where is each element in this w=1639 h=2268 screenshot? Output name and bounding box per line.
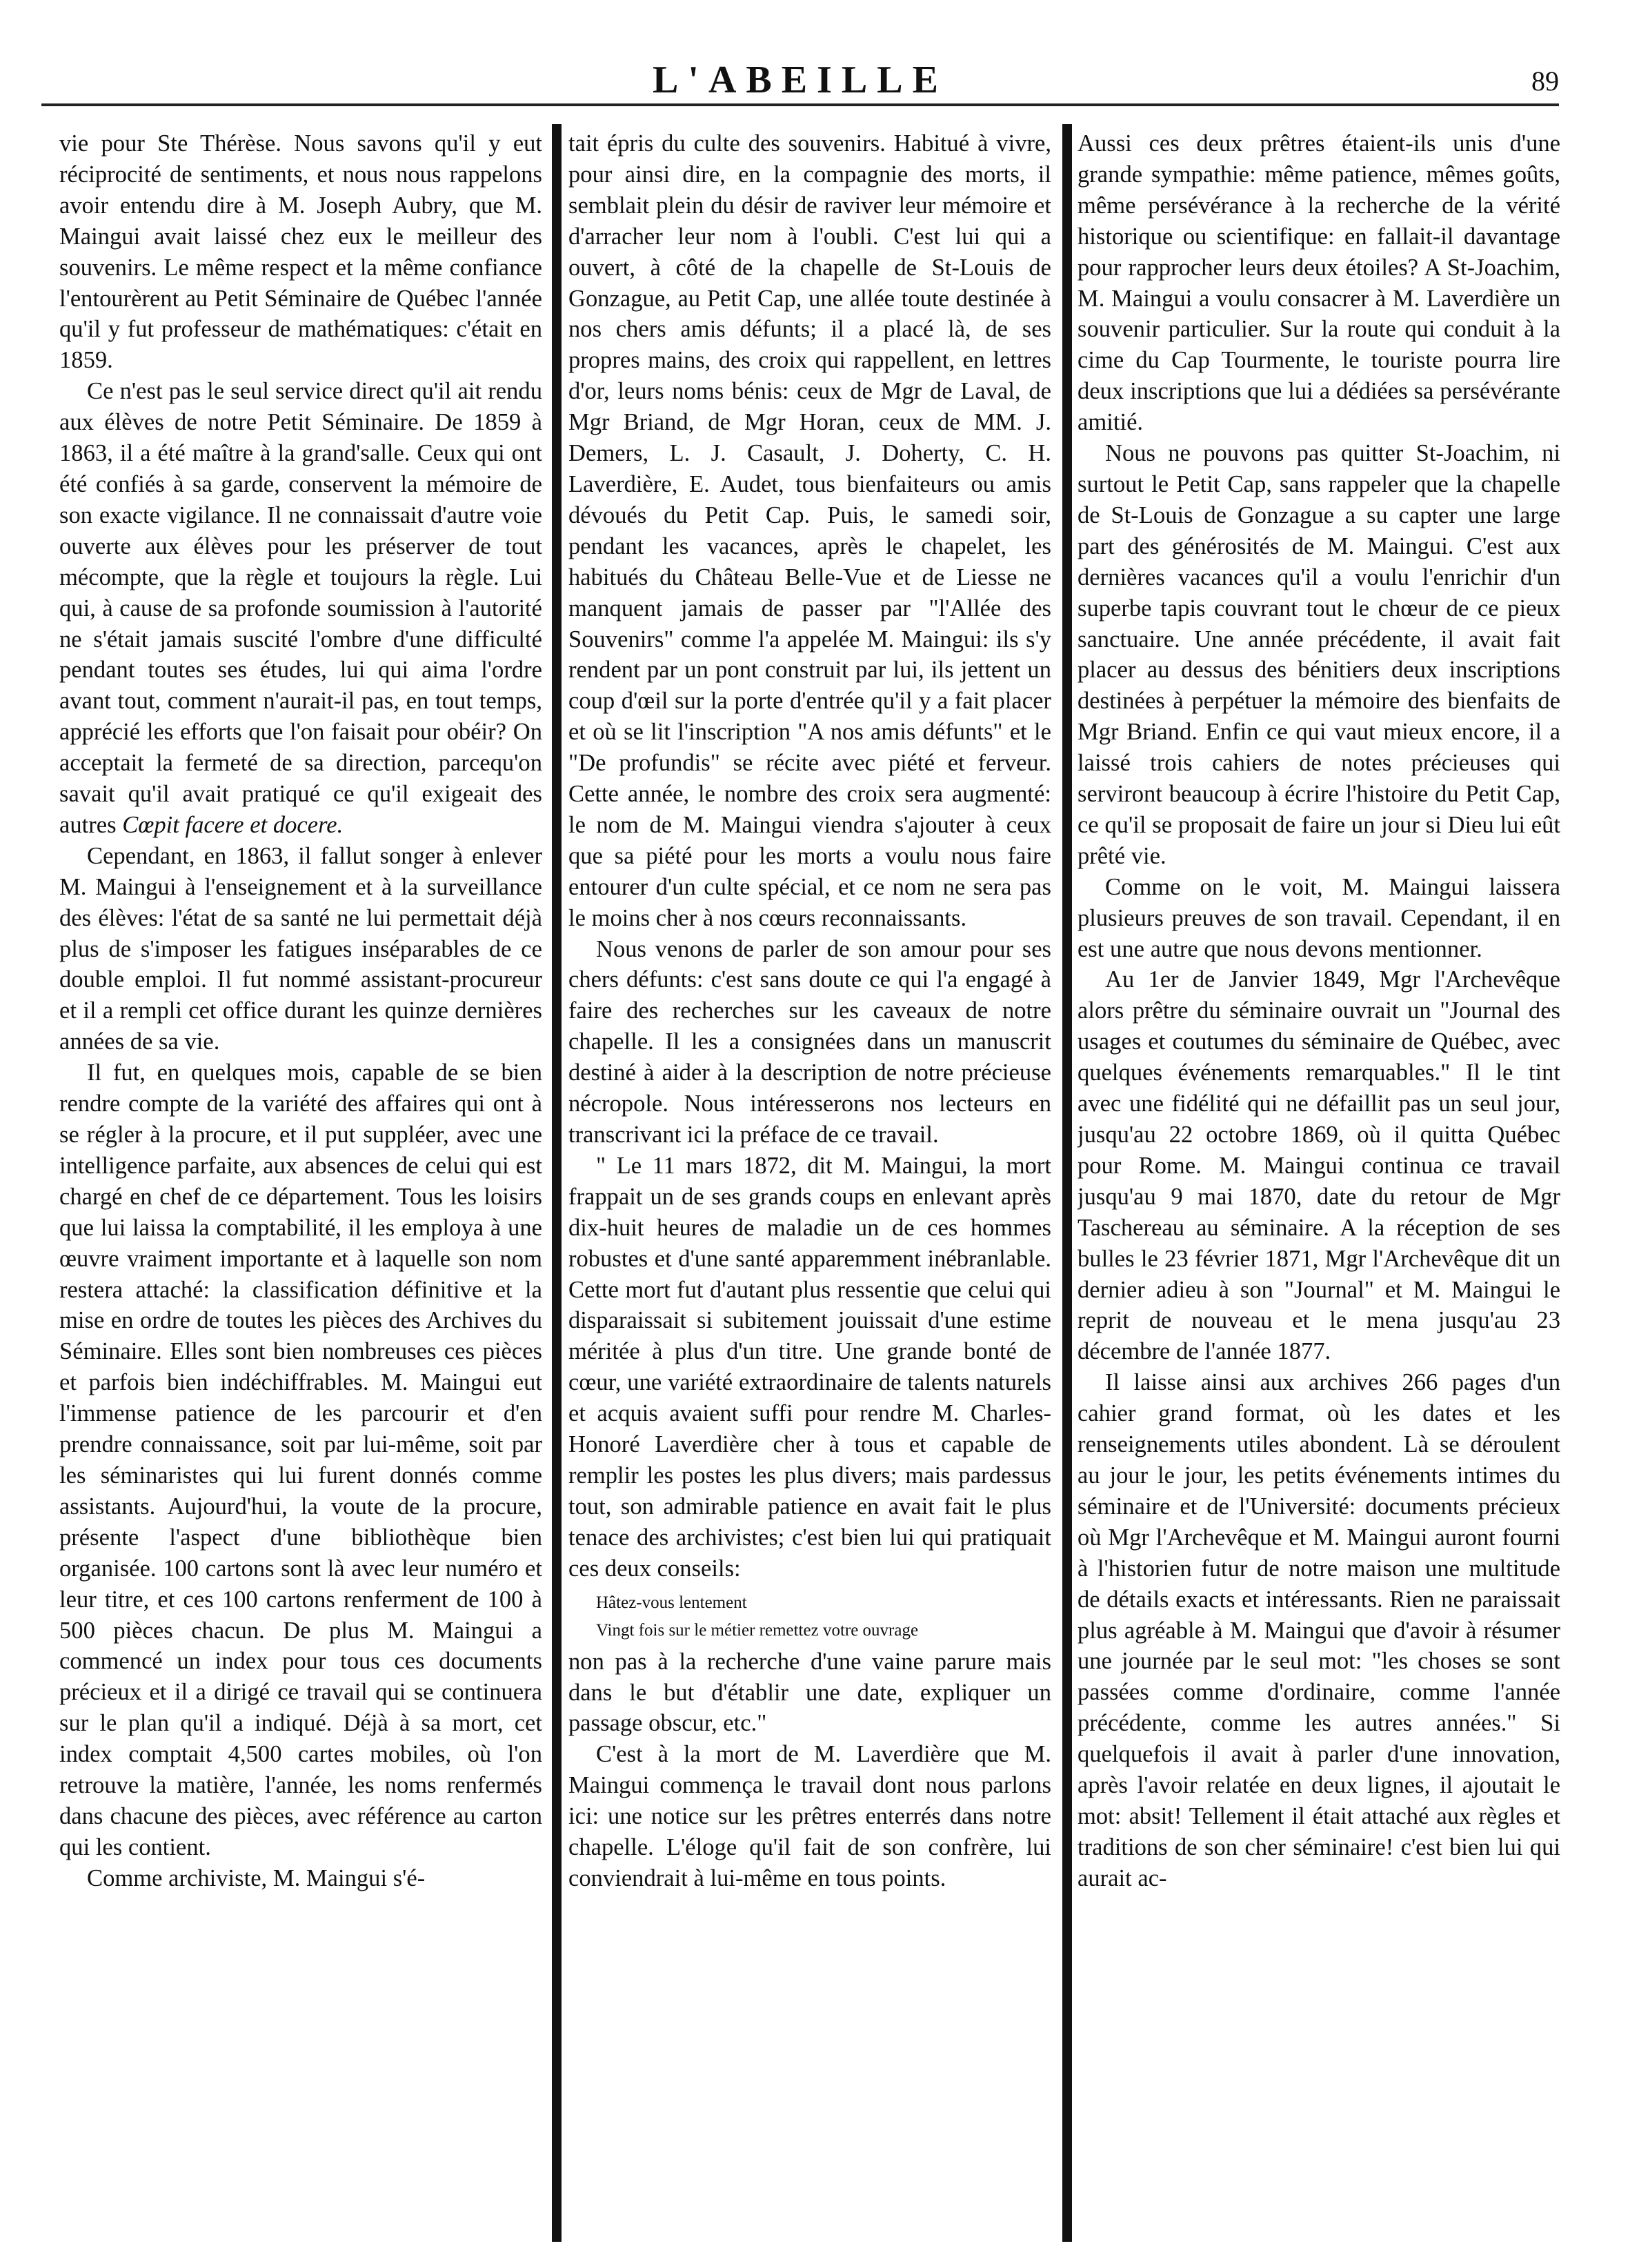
quoted-verse	[596, 1619, 1051, 1642]
paragraph-text: Au 1er de Janvier 1849, Mgr l'Archevêque alors prêtre du séminaire ouvrait un "Journal des usages et coutumes du séminaire de Québec, avec quelques événements remarquables." Il le tint avec une fidélité qui ne défaillit pas un seul jour, jusqu'au 22 octobre 1869, où il quitta Québec pour Rome. M. Maingui continua ce travail jusqu'au 9 mai 1870, date du retour de Mgr Taschereau au séminaire. A la réception de ses bulles le 23 février 1871, Mgr l'Archevêque dit un dernier adieu à son "Journal" et M. Maingui le reprit de nouveau et le mena jusqu'au 23 décembre de l'année 1877.	[1077, 966, 1560, 1365]
paragraph	[59, 841, 542, 1057]
column-separator	[1062, 124, 1072, 2242]
paragraph-text: Vingt fois sur le métier remettez votre ouvrage	[596, 1620, 919, 1640]
paragraph	[568, 934, 1051, 1151]
paragraph	[59, 1057, 542, 1863]
paragraph-text: Il laisse ainsi aux archives 266 pages d'un cahier grand format, où les dates et les renseignements utiles abondent. Là se déroulent au jour le jour, les petits événements intimes du séminaire et de l'Université: documents précieux où Mgr l'Archevêque et M. Maingui auront fourni à l'historien futur de notre maison une multitude de détails exacts et intéressants. Rien ne paraissait plus agréable à M. Maingui que d'avoir à résumer une journée par le seul mot: "les choses se sont passées comme d'ordinaire, comme l'année précédente, comme les autres années." Si quelquefois il avait à parler d'une innovation, après l'avoir relatée en deux lignes, il ajoutait le mot: absit! Tellement il était attaché aux règles et traditions de son cher séminaire! c'est bien lui qui aurait ac-	[1077, 1369, 1560, 1891]
paragraph	[59, 128, 542, 376]
paragraph	[568, 1151, 1051, 1584]
paragraph-text: " Le 11 mars 1872, dit M. Maingui, la mort frappait un de ses grands coups en enlevant après dix-huit heures de maladie un de ces hommes robustes et d'une santé apparemment inébranlable. Cette mort fut d'autant plus ressentie que celui qui disparaissait si subitement jouissait d'une estime méritée à plus d'un titre. Une grande bonté de cœur, une variété extraordinaire de talents naturels et acquis avaient suffi pour rendre M. Charles-Honoré Laverdière cher à tous et capable de remplir les postes les plus divers; mais pardessus tout, son admirable patience en avait fait le plus tenace des archivistes; c'est bien lui qui pratiquait ces deux conseils:	[568, 1152, 1051, 1582]
paragraph-text: C'est à la mort de M. Laverdière que M. Maingui commença le travail dont nous parlons ici: une notice sur les prêtres enterrés dans notre chapelle. L'éloge qu'il fait de son confrère, lui conviendrait à lui-même en tous points.	[568, 1741, 1051, 1891]
page-number: 89	[1531, 66, 1559, 97]
paragraph-text: Cependant, en 1863, il fallut songer à enlever M. Maingui à l'enseignement et à la surveillance des élèves: l'état de sa santé ne lui permettait déjà plus de s'imposer les fatigues inséparables de ce double emploi. Il fut nommé assistant-procureur et il a rempli cet office durant les quinze dernières années de sa vie.	[59, 842, 542, 1055]
paragraph	[568, 1739, 1051, 1894]
journal-title: L'ABEILLE	[653, 59, 948, 101]
italic-phrase: Cœpit facere et docere.	[122, 811, 344, 838]
column-1	[59, 128, 542, 2232]
header-rule	[41, 103, 1559, 106]
paragraph-text: Nous ne pouvons pas quitter St-Joachim, ni surtout le Petit Cap, sans rappeler que la chapelle de St-Louis de Gonzague a su capter une large part des générosités de M. Maingui. C'est aux dernières vacances qu'il a voulu l'enrichir d'un superbe tapis couvrant tout le chœur de ce pieux sanctuaire. Une année précédente, il avait fait placer au dessus des bénitiers deux inscriptions destinées à perpétuer la mémoire des bienfaits de Mgr Briand. Enfin ce qui vaut mieux encore, il a laissé trois cahiers de notes précieuses qui serviront beaucoup à écrire l'histoire du Petit Cap, ce qu'il se proposait de faire un jour si Dieu lui eût prêté vie.	[1077, 440, 1560, 869]
paragraph	[1077, 872, 1560, 965]
column-3	[1077, 128, 1560, 2232]
paragraph-text: tait épris du culte des souvenirs. Habitué à vivre, pour ainsi dire, en la compagnie des morts, il semblait plein du désir de raviver leur mémoire et d'arracher leur nom à l'oubli. C'est lui qui a ouvert, à côté de la chapelle de St-Louis de Gonzague, au Petit Cap, une allée toute destinée à nos chers amis défunts; il a placé là, de ses propres mains, des croix qui rappellent, en lettres d'or, leurs noms bénis: ceux de Mgr de Laval, de Mgr Briand, de Mgr Horan, ceux de MM. J. Demers, L. J. Casault, J. Doherty, C. H. Laverdière, E. Audet, tous bienfaiteurs ou amis dévoués du Petit Cap. Puis, le samedi soir, pendant les vacances, après le chapelet, les habitués du Château Belle-Vue et de Liesse ne manquent jamais de passer par "l'Allée des Souvenirs" comme l'a appelée M. Maingui: ils s'y rendent par un pont construit par lui, ils jettent un coup d'œil sur la porte d'entrée qu'il y a fait placer et où se lit l'inscription "A nos amis défunts" et le "De profundis" se récite avec piété et ferveur. Cette année, le nombre des croix sera augmenté: le nom de M. Maingui viendra s'ajouter à ceux que sa piété pour les morts a voulu nous faire entourer d'un culte spécial, et ce nom ne sera pas le moins cher à nos cœurs reconnaissants.	[568, 130, 1051, 931]
paragraph-text: Hâtez-vous lentement	[596, 1593, 747, 1612]
paragraph-text: Comme on le voit, M. Maingui laissera plusieurs preuves de son travail. Cependant, il en est une autre que nous devons mentionner.	[1077, 873, 1560, 962]
paragraph	[59, 376, 542, 841]
paragraph-text: Comme archiviste, M. Maingui s'é-	[87, 1864, 426, 1891]
column-2	[568, 128, 1051, 2232]
quoted-verse	[596, 1591, 1051, 1615]
paragraph-text: Ce n'est pas le seul service direct qu'il ait rendu aux élèves de notre Petit Séminaire. De 1859 à 1863, il a été maître à la grand'salle. Ceux qui ont été confiés à sa garde, conservent la mémoire de son exacte vigilance. Il ne connaissait d'autre voie ouverte aux élèves pour les préserver de tout mécompte, que la règle et toujours la règle. Lui qui, à cause de sa profonde soumission à l'autorité ne s'était jamais suscité l'ombre d'une difficulté pendant toutes ses études, lui qui aima l'ordre avant tout, comment n'aurait-il pas, en tout temps, apprécié les efforts que l'on faisait pour obéir? On acceptait la fermeté de sa direction, parcequ'on savait qu'il avait pratiqué ce qu'il exigeait des autres	[59, 378, 542, 838]
paragraph	[568, 1647, 1051, 1740]
paragraph	[1077, 438, 1560, 872]
paragraph-text: vie pour Ste Thérèse. Nous savons qu'il y eut réciprocité de sentiments, et nous nous rappelons avoir entendu dire à M. Joseph Aubry, que M. Maingui avait laissé chez eux le meilleur des souvenirs. Le même respect et la même confiance l'entourèrent au Petit Séminaire de Québec l'année qu'il y fut professeur de mathématiques: c'était en 1859.	[59, 130, 542, 374]
paragraph	[1077, 128, 1560, 438]
paragraph-text: Il fut, en quelques mois, capable de se bien rendre compte de la variété des affaires qui ont à se régler à la procure, et il put suppléer, avec une intelligence parfaite, aux absences de celui qui est chargé en chef de ce département. Tous les loisirs que lui laissa la comptabilité, il les employa à une œuvre vraiment importante et à laquelle son nom restera attaché: la classification définitive et la mise en ordre de toutes les pièces des Archives du Séminaire. Elles sont bien nombreuses ces pièces et parfois bien indéchiffrables. M. Maingui eut l'immense patience de les parcourir et d'en prendre connaissance, soit par lui-même, soit par les séminaristes qui lui furent donnés comme assistants. Aujourd'hui, la voute de la procure, présente l'aspect d'une bibliothèque bien organisée. 100 cartons sont là avec leur numéro et leur titre, et ces 100 cartons renferment de 100 à 500 pièces chacun. De plus M. Maingui a commencé un index pour tous ces documents précieux et il a dirigé ce travail qui se continuera sur le plan qu'il a indiqué. Déjà à sa mort, cet index comptait 4,500 cartes mobiles, où l'on retrouve la matière, l'année, les noms renfermés dans chacune des pièces, avec référence au carton qui les contient.	[59, 1060, 542, 1860]
paragraph	[1077, 964, 1560, 1367]
column-separator	[552, 124, 562, 2242]
paragraph	[59, 1863, 542, 1894]
paragraph-text: non pas à la recherche d'une vaine parure mais dans le but d'établir une date, expliquer un passage obscur, etc."	[568, 1648, 1051, 1737]
running-header	[41, 58, 1559, 108]
paragraph-text: Nous venons de parler de son amour pour ses chers défunts: c'est sans doute ce qui l'a engagé à faire des recherches sur les caveaux de notre chapelle. Il les a consignées dans un manuscrit destiné à aider à la description de notre précieuse nécropole. Nous intéresserons nos lecteurs en transcrivant ici la préface de ce travail.	[568, 935, 1051, 1148]
paragraph-text: Aussi ces deux prêtres étaient-ils unis d'une grande sympathie: même patience, mêmes goûts, même persévérance à la recherche de la vérité historique ou scientifique: en fallait-il davantage pour rapprocher leurs deux étoiles? A St-Joachim, M. Maingui a voulu consacrer à M. Laverdière un souvenir particulier. Sur la route qui conduit à la cime du Cap Tourmente, le touriste pourra lire deux inscriptions que lui a dédiées sa persévérante amitié.	[1077, 130, 1560, 436]
paragraph	[1077, 1367, 1560, 1893]
paragraph	[568, 128, 1051, 934]
